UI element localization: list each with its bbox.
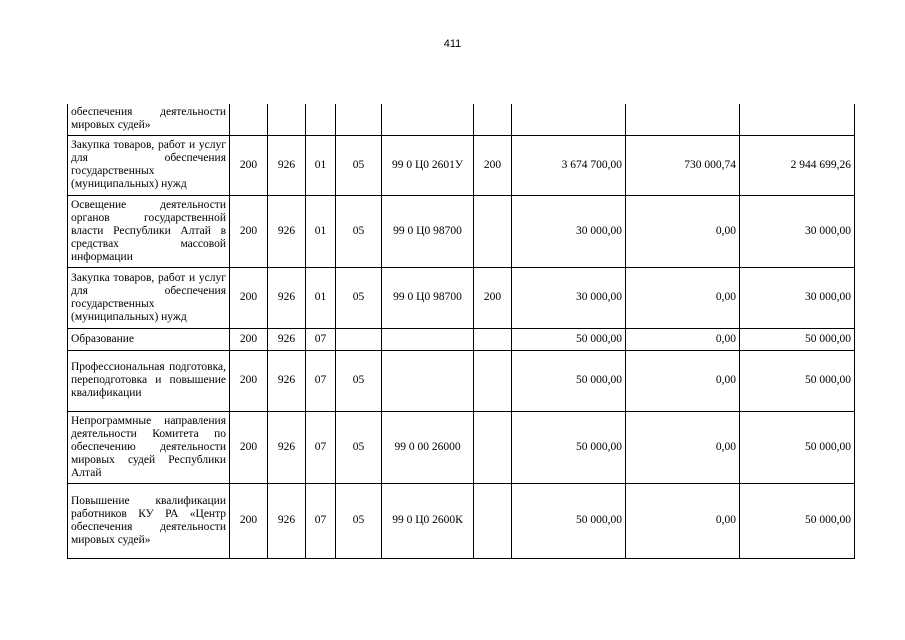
code-admin: 200 (230, 350, 268, 411)
amount-planned: 50 000,00 (512, 483, 626, 558)
code-target-item (382, 104, 474, 135)
code-section: 01 (306, 135, 336, 195)
row-name: Образование (68, 328, 230, 350)
code-expense-type (474, 411, 512, 483)
amount-remaining: 50 000,00 (740, 411, 855, 483)
table-row (68, 483, 855, 558)
row-name: Закупка товаров, работ и услуг для обеспечения государственных (муниципальных) нужд (68, 267, 230, 328)
row-name: Освещение деятельности органов государственной власти Республики Алтай в средствах массовой информации (68, 195, 230, 267)
row-name: Повышение квалификации работников КУ РА «Центр обеспечения деятельности мировых судей» (68, 483, 230, 558)
table-row (68, 104, 855, 135)
code-target-item: 99 0 Ц0 98700 (382, 267, 474, 328)
amount-executed: 0,00 (626, 267, 740, 328)
code-expense-type (474, 195, 512, 267)
amount-executed: 730 000,74 (626, 135, 740, 195)
code-expense-type (474, 350, 512, 411)
code-target-item: 99 0 Ц0 98700 (382, 195, 474, 267)
code-section: 07 (306, 411, 336, 483)
code-admin (230, 104, 268, 135)
code-expense-type: 200 (474, 135, 512, 195)
amount-planned: 50 000,00 (512, 328, 626, 350)
code-dept (268, 104, 306, 135)
code-subsection: 05 (336, 350, 382, 411)
row-name: Профессиональная подготовка, переподготовка и повышение квалификации (68, 350, 230, 411)
code-dept: 926 (268, 195, 306, 267)
code-target-item: 99 0 Ц0 2601У (382, 135, 474, 195)
code-dept: 926 (268, 328, 306, 350)
amount-executed: 0,00 (626, 411, 740, 483)
page-number: 411 (443, 38, 462, 50)
code-dept: 926 (268, 267, 306, 328)
code-expense-type (474, 328, 512, 350)
code-target-item (382, 350, 474, 411)
table-row (68, 350, 855, 411)
code-subsection (336, 104, 382, 135)
amount-executed: 0,00 (626, 328, 740, 350)
code-dept: 926 (268, 411, 306, 483)
code-section: 07 (306, 328, 336, 350)
amount-executed: 0,00 (626, 483, 740, 558)
amount-remaining: 50 000,00 (740, 328, 855, 350)
code-dept: 926 (268, 350, 306, 411)
code-section: 07 (306, 350, 336, 411)
amount-executed: 0,00 (626, 195, 740, 267)
code-section: 01 (306, 195, 336, 267)
code-admin: 200 (230, 328, 268, 350)
code-section (306, 104, 336, 135)
row-name: Непрограммные направления деятельности Комитета по обеспечению деятельности мировых судей Республики Алтай (68, 411, 230, 483)
code-section: 01 (306, 267, 336, 328)
amount-remaining: 30 000,00 (740, 195, 855, 267)
budget-table (67, 104, 855, 559)
code-subsection: 05 (336, 483, 382, 558)
amount-planned: 50 000,00 (512, 350, 626, 411)
amount-remaining (740, 104, 855, 135)
table-row (68, 411, 855, 483)
code-dept: 926 (268, 483, 306, 558)
code-expense-type: 200 (474, 267, 512, 328)
row-name: обеспечения деятельности мировых судей» (68, 104, 230, 135)
amount-planned: 3 674 700,00 (512, 135, 626, 195)
table-row (68, 135, 855, 195)
code-dept: 926 (268, 135, 306, 195)
code-admin: 200 (230, 411, 268, 483)
table-row (68, 195, 855, 267)
code-target-item (382, 328, 474, 350)
row-name: Закупка товаров, работ и услуг для обеспечения государственных (муниципальных) нужд (68, 135, 230, 195)
code-target-item: 99 0 Ц0 2600К (382, 483, 474, 558)
table-row (68, 328, 855, 350)
code-subsection: 05 (336, 267, 382, 328)
amount-remaining: 2 944 699,26 (740, 135, 855, 195)
code-section: 07 (306, 483, 336, 558)
amount-remaining: 50 000,00 (740, 350, 855, 411)
amount-planned (512, 104, 626, 135)
amount-remaining: 30 000,00 (740, 267, 855, 328)
code-subsection (336, 328, 382, 350)
code-expense-type (474, 104, 512, 135)
amount-remaining: 50 000,00 (740, 483, 855, 558)
code-subsection: 05 (336, 135, 382, 195)
amount-planned: 30 000,00 (512, 267, 626, 328)
code-target-item: 99 0 00 26000 (382, 411, 474, 483)
code-admin: 200 (230, 267, 268, 328)
code-subsection: 05 (336, 195, 382, 267)
code-admin: 200 (230, 135, 268, 195)
amount-planned: 50 000,00 (512, 411, 626, 483)
code-expense-type (474, 483, 512, 558)
code-admin: 200 (230, 195, 268, 267)
amount-executed (626, 104, 740, 135)
amount-planned: 30 000,00 (512, 195, 626, 267)
table-row (68, 267, 855, 328)
code-subsection: 05 (336, 411, 382, 483)
code-admin: 200 (230, 483, 268, 558)
amount-executed: 0,00 (626, 350, 740, 411)
